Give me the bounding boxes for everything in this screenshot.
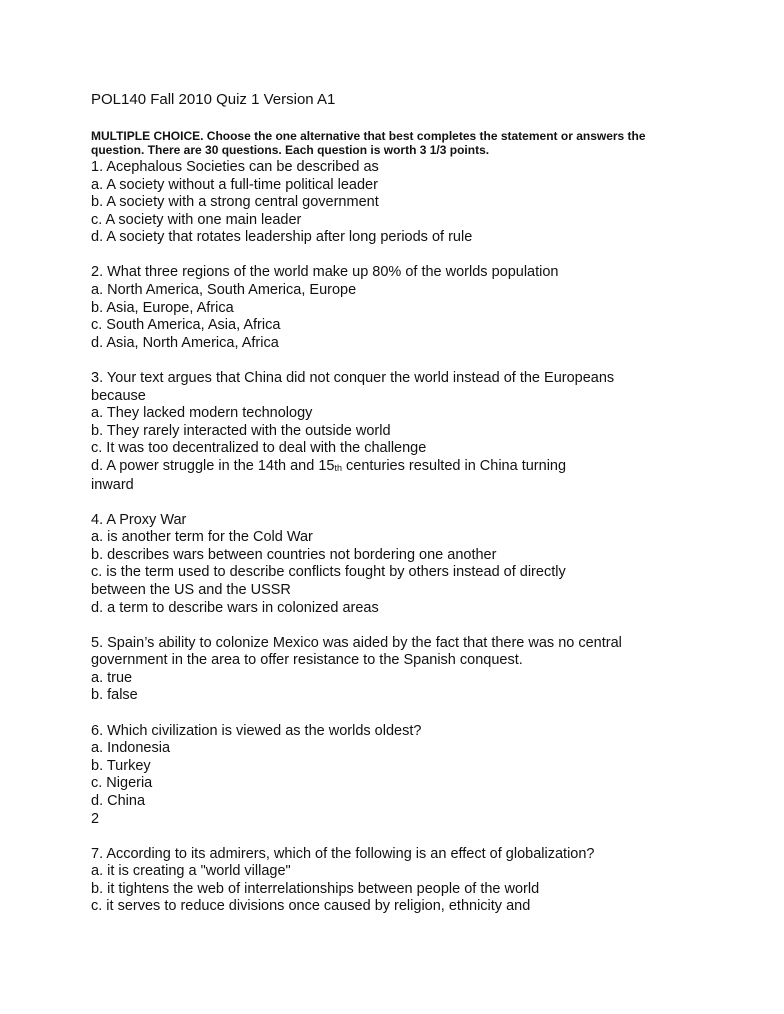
question-5-option-b: b. false — [91, 687, 138, 704]
question-2-option-d: d. Asia, North America, Africa — [91, 334, 279, 351]
question-2 — [91, 264, 691, 352]
question-2-stem: 2. What three regions of the world make up 80% of the worlds population — [91, 264, 559, 281]
question-1-option-d: d. A society that rotates leadership after long periods of rule — [91, 229, 473, 246]
question-6-option-d: d. China — [91, 792, 146, 809]
question-7-stem: 7. According to its admirers, which of the following is an effect of globalization? — [91, 845, 595, 862]
question-4-option-c: c. is the term used to describe conflicts fought by others instead of directly — [91, 564, 566, 581]
question-5 — [91, 635, 691, 705]
quiz-page — [91, 91, 691, 933]
question-3-option-d-text: d. A power struggle in the 14th and 15 — [91, 457, 335, 474]
question-4-option-a: a. is another term for the Cold War — [91, 529, 313, 546]
question-4-stem: 4. A Proxy War — [91, 511, 187, 528]
question-7 — [91, 846, 691, 916]
question-1-option-a: a. A society without a full-time political leader — [91, 176, 378, 193]
question-3-option-b: b. They rarely interacted with the outside world — [91, 422, 391, 439]
question-1-option-c: c. A society with one main leader — [91, 211, 302, 228]
question-1-stem: 1. Acephalous Societies can be described as — [91, 159, 379, 175]
question-3-option-a: a. They lacked modern technology — [91, 405, 313, 422]
question-6-option-b: b. Turkey — [91, 757, 151, 774]
question-6 — [91, 723, 691, 829]
question-1-option-b: b. A society with a strong central government — [91, 194, 379, 211]
question-3-stem: 3. Your text argues that China did not conquer the world instead of the Europeans — [91, 369, 615, 386]
question-4-option-b: b. describes wars between countries not bordering one another — [91, 546, 497, 563]
question-5-stem: 5. Spain’s ability to colonize Mexico was aided by the fact that there was no central — [91, 634, 622, 651]
document-title: POL140 Fall 2010 Quiz 1 Version A1 — [91, 91, 336, 108]
question-7-option-c: c. it serves to reduce divisions once caused by religion, ethnicity and — [91, 898, 531, 915]
question-3-option-d-text-cont: centuries resulted in China turning — [341, 457, 567, 474]
question-2-option-a: a. North America, South America, Europe — [91, 282, 357, 299]
question-4 — [91, 512, 691, 618]
stray-page-number: 2 — [91, 810, 100, 827]
question-6-option-a: a. Indonesia — [91, 740, 171, 757]
question-5-option-a: a. true — [91, 669, 133, 686]
question-2-option-c: c. South America, Asia, Africa — [91, 317, 281, 334]
question-7-option-a: a. it is creating a "world village" — [91, 863, 291, 880]
question-3-option-d — [91, 458, 691, 477]
question-4-option-d: d. a term to describe wars in colonized areas — [91, 599, 379, 616]
question-3-stem-continued: because — [91, 387, 146, 404]
question-2-option-b: b. Asia, Europe, Africa — [91, 299, 234, 316]
question-3 — [91, 370, 691, 494]
question-7-option-b: b. it tightens the web of interrelationships between people of the world — [91, 880, 540, 897]
question-4-option-c-continued: between the US and the USSR — [91, 581, 291, 598]
question-1 — [91, 159, 691, 247]
question-3-option-c: c. It was too decentralized to deal with the challenge — [91, 440, 427, 457]
question-3-option-d-ordinal: th — [334, 462, 342, 473]
question-3-option-d-continued: inward — [91, 476, 134, 493]
question-6-option-c: c. Nigeria — [91, 775, 153, 792]
instructions: MULTIPLE CHOICE. Choose the one alternative that best completes the statement or answers the question. There are 30 questions. Each question is worth 3 1/3 points. — [91, 129, 646, 157]
question-6-stem: 6. Which civilization is viewed as the worlds oldest? — [91, 722, 422, 739]
question-5-stem-continued: government in the area to offer resistance to the Spanish conquest. — [91, 652, 523, 669]
